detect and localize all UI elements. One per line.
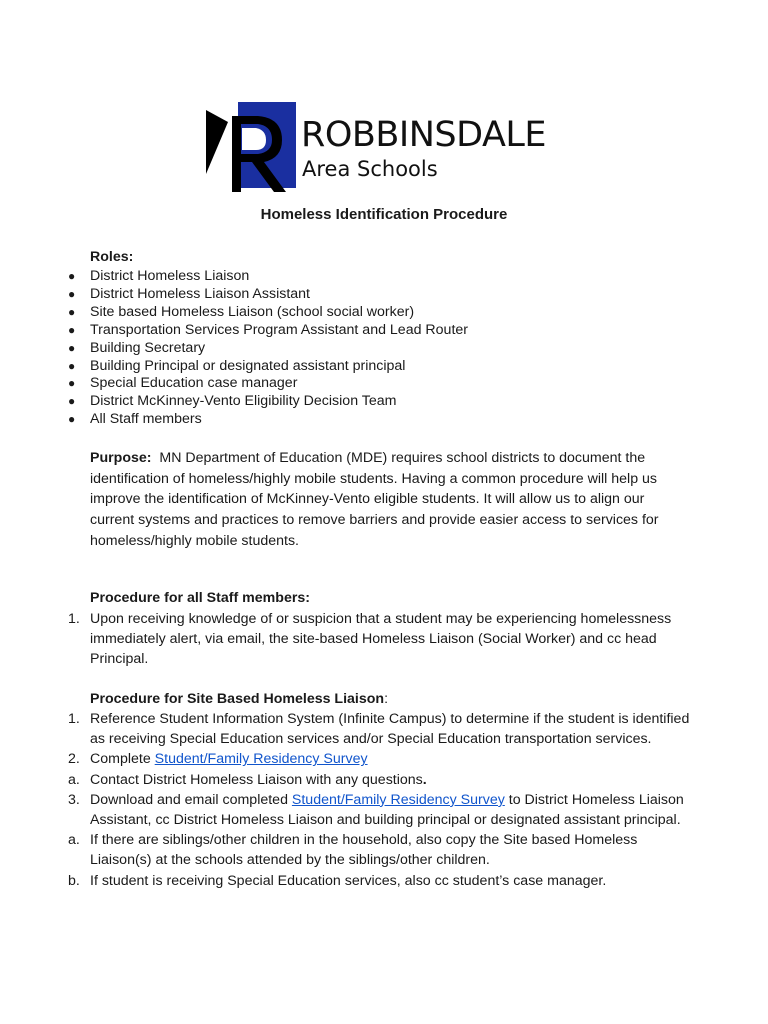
bullet-icon: ● <box>68 269 76 283</box>
bullet-icon: ● <box>68 412 76 427</box>
site-liaison-section <box>68 690 688 891</box>
residency-survey-link[interactable]: Student/Family Residency Survey <box>154 751 368 768</box>
step-marker: 2. <box>68 751 80 768</box>
role-item <box>68 322 688 340</box>
role-item-text: Site based Homeless Liaison (school social worker) <box>90 303 415 320</box>
step-text <box>90 611 671 667</box>
step-marker: a. <box>68 832 80 849</box>
procedure-step <box>68 790 690 830</box>
purpose-section <box>68 448 688 552</box>
purpose-paragraph <box>90 448 690 552</box>
logo-subtitle: Area Schools <box>302 157 438 181</box>
step-marker: 1. <box>68 711 80 727</box>
procedure-step <box>68 709 690 749</box>
role-item <box>68 393 688 411</box>
step-marker: 3. <box>68 791 80 808</box>
step-text <box>90 832 637 868</box>
role-item-text: All Staff members <box>90 411 202 428</box>
step-text <box>90 751 368 767</box>
page-title: Homeless Identification Procedure <box>260 206 508 223</box>
step-text-body: Contact District Homeless Liaison with any questions <box>90 771 423 788</box>
role-item <box>68 411 688 429</box>
bullet-icon: ● <box>68 376 76 391</box>
robbinsdale-logo <box>206 102 566 194</box>
site-liaison-heading <box>90 690 688 708</box>
step-text <box>90 792 684 828</box>
role-item-text: Special Education case manager <box>90 375 298 392</box>
step-text-post: to District Homeless Liaison Assistant, cc District Homeless Liaison and building principal or designated assistant principal. <box>90 791 684 829</box>
bullet-icon: ● <box>68 394 76 409</box>
procedure-step <box>68 749 690 769</box>
roles-heading: Roles: <box>90 249 134 265</box>
role-item <box>68 340 688 358</box>
step-text-body: Reference Student Information System (Infinite Campus) to determine if the student is identified as receiving Special Education services and/or Special Education transportation services. <box>90 711 690 748</box>
role-item-text: Transportation Services Program Assistant and Lead Router <box>90 321 468 338</box>
role-item-text: Building Principal or designated assistant principal <box>90 357 406 374</box>
site-liaison-heading-text: Procedure for Site Based Homeless Liaison <box>90 691 385 707</box>
procedure-step <box>68 770 690 790</box>
step-text-body: Upon receiving knowledge of or suspicion that a student may be experiencing homelessness immediately alert, via email, the site-based Homeless Liaison (Social Worker) and cc head Principal. <box>90 611 672 668</box>
step-text-pre: Complete <box>90 751 155 768</box>
roles-section <box>68 248 688 429</box>
site-liaison-list <box>68 709 688 891</box>
site-liaison-heading-colon: : <box>384 691 389 707</box>
purpose-text: MN Department of Education (MDE) requires school districts to document the identification of homeless/highly mobile students. Having a common procedure will help us improve the identification of McKinney-Vento eligible students. It will allow us to align our current systems and practices to remove barriers and provide easier access to services for homeless/highly mobile students. <box>90 450 659 549</box>
residency-survey-link[interactable]: Student/Family Residency Survey <box>291 791 505 808</box>
role-item <box>68 375 688 393</box>
all-staff-list <box>68 609 688 670</box>
logo-name: ROBBINSDALE <box>301 115 547 155</box>
bullet-icon: ● <box>68 286 76 301</box>
role-item <box>68 358 688 376</box>
role-item-text: District McKinney-Vento Eligibility Decision Team <box>90 393 397 410</box>
role-item <box>68 268 688 286</box>
step-text-suffix: . <box>422 771 427 788</box>
step-text-body: If student is receiving Special Education services, also cc student’s case manager. <box>90 872 607 889</box>
bullet-icon: ● <box>68 340 76 355</box>
roles-list <box>68 268 688 429</box>
step-text <box>90 711 689 747</box>
bullet-icon: ● <box>68 358 76 373</box>
role-item-text: District Homeless Liaison <box>90 268 250 284</box>
procedure-step <box>68 830 690 870</box>
robbinsdale-logo-mark-icon <box>206 102 298 192</box>
bullet-icon: ● <box>68 322 76 337</box>
role-item <box>68 304 688 322</box>
role-item-text: District Homeless Liaison Assistant <box>90 285 310 302</box>
all-staff-section <box>68 589 688 670</box>
procedure-step <box>68 871 690 891</box>
step-text <box>90 772 427 788</box>
step-text <box>90 873 606 889</box>
role-item <box>68 286 688 304</box>
purpose-label: Purpose: <box>90 450 152 466</box>
all-staff-heading: Procedure for all Staff members: <box>90 590 310 606</box>
step-marker: a. <box>68 771 80 788</box>
step-marker: 1. <box>68 611 80 627</box>
step-text-pre: Download and email completed <box>90 791 292 808</box>
procedure-step <box>68 609 690 670</box>
role-item-text: Building Secretary <box>90 339 206 356</box>
bullet-icon: ● <box>68 304 76 319</box>
step-text-body: If there are siblings/other children in the household, also copy the Site based Homeless Liaison(s) at the schools attended by the siblings/other children. <box>90 832 638 869</box>
step-marker: b. <box>68 872 80 889</box>
